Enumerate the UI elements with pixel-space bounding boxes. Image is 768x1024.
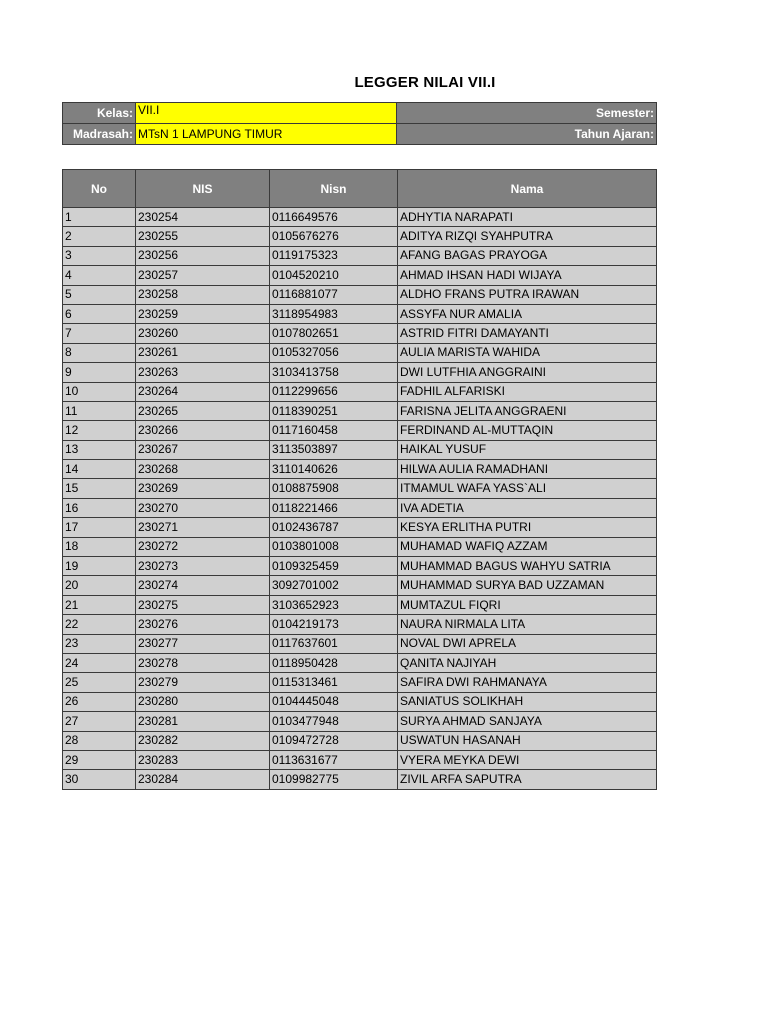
cell-nama[interactable]: HAIKAL YUSUF: [398, 440, 657, 459]
cell-nisn[interactable]: 0109982775: [270, 770, 398, 789]
cell-nisn[interactable]: 0103801008: [270, 537, 398, 556]
cell-nama[interactable]: NAURA NIRMALA LITA: [398, 615, 657, 634]
cell-nis[interactable]: 230268: [136, 460, 270, 479]
student-table: [62, 169, 657, 790]
cell-nis[interactable]: 230271: [136, 518, 270, 537]
cell-no[interactable]: 15: [63, 479, 136, 498]
cell-no[interactable]: 2: [63, 227, 136, 246]
cell-nama[interactable]: ADHYTIA NARAPATI: [398, 208, 657, 227]
semester-label: Semester:: [397, 103, 657, 124]
table-row: [63, 246, 657, 265]
madrasah-value[interactable]: MTsN 1 LAMPUNG TIMUR: [136, 124, 397, 145]
cell-nisn[interactable]: 3103413758: [270, 363, 398, 382]
cell-no[interactable]: 5: [63, 285, 136, 304]
table-row: [63, 266, 657, 285]
cell-no[interactable]: 24: [63, 653, 136, 672]
table-row: [63, 518, 657, 537]
cell-nama[interactable]: ALDHO FRANS PUTRA IRAWAN: [398, 285, 657, 304]
cell-nis[interactable]: 230256: [136, 246, 270, 265]
cell-no[interactable]: 21: [63, 595, 136, 614]
cell-nis[interactable]: 230283: [136, 750, 270, 769]
cell-nama[interactable]: FARISNA JELITA ANGGRAENI: [398, 401, 657, 420]
cell-no[interactable]: 25: [63, 673, 136, 692]
cell-nama[interactable]: DWI LUTFHIA ANGGRAINI: [398, 363, 657, 382]
table-row: [63, 750, 657, 769]
cell-nis[interactable]: 230265: [136, 401, 270, 420]
cell-nis[interactable]: 230272: [136, 537, 270, 556]
column-header-no: No: [63, 170, 136, 208]
table-row: [63, 673, 657, 692]
cell-no[interactable]: 9: [63, 363, 136, 382]
cell-nama[interactable]: VYERA MEYKA DEWI: [398, 750, 657, 769]
cell-no[interactable]: 19: [63, 557, 136, 576]
table-row: [63, 460, 657, 479]
cell-nisn[interactable]: 0102436787: [270, 518, 398, 537]
cell-nama[interactable]: ASSYFA NUR AMALIA: [398, 304, 657, 323]
cell-nis[interactable]: 230275: [136, 595, 270, 614]
kelas-label: Kelas:: [63, 103, 136, 124]
table-row: [63, 576, 657, 595]
cell-nama[interactable]: SANIATUS SOLIKHAH: [398, 692, 657, 711]
cell-nis[interactable]: 230267: [136, 440, 270, 459]
cell-nis[interactable]: 230259: [136, 304, 270, 323]
cell-nisn[interactable]: 0108875908: [270, 479, 398, 498]
cell-nis[interactable]: 230269: [136, 479, 270, 498]
cell-nisn[interactable]: 0103477948: [270, 712, 398, 731]
cell-no[interactable]: 29: [63, 750, 136, 769]
table-row: [63, 440, 657, 459]
cell-nis[interactable]: 230274: [136, 576, 270, 595]
cell-no[interactable]: 20: [63, 576, 136, 595]
cell-nisn[interactable]: 0118950428: [270, 653, 398, 672]
cell-nisn[interactable]: 0117637601: [270, 634, 398, 653]
table-row: [63, 731, 657, 750]
cell-no[interactable]: 17: [63, 518, 136, 537]
cell-nama[interactable]: FADHIL ALFARISKI: [398, 382, 657, 401]
cell-nisn[interactable]: 0104445048: [270, 692, 398, 711]
cell-no[interactable]: 10: [63, 382, 136, 401]
cell-nisn[interactable]: 0113631677: [270, 750, 398, 769]
cell-nama[interactable]: AULIA MARISTA WAHIDA: [398, 343, 657, 362]
cell-nisn[interactable]: 0116881077: [270, 285, 398, 304]
cell-no[interactable]: 1: [63, 208, 136, 227]
cell-nama[interactable]: MUHAMMAD BAGUS WAHYU SATRIA: [398, 557, 657, 576]
cell-nis[interactable]: 230281: [136, 712, 270, 731]
cell-nisn[interactable]: 0112299656: [270, 382, 398, 401]
cell-no[interactable]: 3: [63, 246, 136, 265]
cell-nisn[interactable]: 0104219173: [270, 615, 398, 634]
table-row: [63, 557, 657, 576]
cell-nisn[interactable]: 0118390251: [270, 401, 398, 420]
column-header-nama: Nama: [398, 170, 657, 208]
page-title: LEGGER NILAI VII.I: [354, 74, 496, 91]
cell-nama[interactable]: KESYA ERLITHA PUTRI: [398, 518, 657, 537]
cell-nis[interactable]: 230270: [136, 498, 270, 517]
cell-nama[interactable]: MUHAMAD WAFIQ AZZAM: [398, 537, 657, 556]
table-header-row: [63, 170, 657, 208]
cell-nis[interactable]: 230254: [136, 208, 270, 227]
cell-nis[interactable]: 230279: [136, 673, 270, 692]
cell-nisn[interactable]: 0109325459: [270, 557, 398, 576]
cell-nama[interactable]: USWATUN HASANAH: [398, 731, 657, 750]
cell-no[interactable]: 4: [63, 266, 136, 285]
cell-nisn[interactable]: 0117160458: [270, 421, 398, 440]
table-row: [63, 304, 657, 323]
cell-no[interactable]: 28: [63, 731, 136, 750]
cell-nis[interactable]: 230260: [136, 324, 270, 343]
table-row: [63, 401, 657, 420]
cell-nama[interactable]: ASTRID FITRI DAMAYANTI: [398, 324, 657, 343]
cell-nama[interactable]: HILWA AULIA RAMADHANI: [398, 460, 657, 479]
cell-no[interactable]: 6: [63, 304, 136, 323]
table-row: [63, 479, 657, 498]
cell-nama[interactable]: ZIVIL ARFA SAPUTRA: [398, 770, 657, 789]
cell-no[interactable]: 13: [63, 440, 136, 459]
cell-nis[interactable]: 230261: [136, 343, 270, 362]
cell-nama[interactable]: NOVAL DWI APRELA: [398, 634, 657, 653]
cell-no[interactable]: 30: [63, 770, 136, 789]
table-row: [63, 615, 657, 634]
cell-nisn[interactable]: 0115313461: [270, 673, 398, 692]
table-row: [63, 653, 657, 672]
cell-nisn[interactable]: 3092701002: [270, 576, 398, 595]
cell-nama[interactable]: MUHAMMAD SURYA BAD UZZAMAN: [398, 576, 657, 595]
table-row: [63, 712, 657, 731]
cell-no[interactable]: 26: [63, 692, 136, 711]
cell-nama[interactable]: AFANG BAGAS PRAYOGA: [398, 246, 657, 265]
cell-nisn[interactable]: 0109472728: [270, 731, 398, 750]
cell-nisn[interactable]: 0119175323: [270, 246, 398, 265]
cell-nis[interactable]: 230284: [136, 770, 270, 789]
table-row: [63, 324, 657, 343]
column-header-nis: NIS: [136, 170, 270, 208]
cell-nisn[interactable]: 0118221466: [270, 498, 398, 517]
cell-no[interactable]: 7: [63, 324, 136, 343]
cell-nama[interactable]: ITMAMUL WAFA YASS`ALI: [398, 479, 657, 498]
cell-nama[interactable]: QANITA NAJIYAH: [398, 653, 657, 672]
cell-no[interactable]: 12: [63, 421, 136, 440]
cell-no[interactable]: 23: [63, 634, 136, 653]
cell-nama[interactable]: MUMTAZUL FIQRI: [398, 595, 657, 614]
tahun-ajaran-label: Tahun Ajaran:: [397, 124, 657, 145]
cell-nama[interactable]: SURYA AHMAD SANJAYA: [398, 712, 657, 731]
cell-nis[interactable]: 230278: [136, 653, 270, 672]
table-row: [63, 634, 657, 653]
table-row: [63, 363, 657, 382]
madrasah-label: Madrasah:: [63, 124, 136, 145]
table-row: [63, 770, 657, 789]
table-row: [63, 421, 657, 440]
cell-nama[interactable]: ADITYA RIZQI SYAHPUTRA: [398, 227, 657, 246]
cell-no[interactable]: 27: [63, 712, 136, 731]
table-row: [63, 498, 657, 517]
cell-nisn[interactable]: 0116649576: [270, 208, 398, 227]
cell-nisn[interactable]: 3118954983: [270, 304, 398, 323]
table-row: [63, 343, 657, 362]
cell-nis[interactable]: 230276: [136, 615, 270, 634]
cell-nis[interactable]: 230255: [136, 227, 270, 246]
table-row: [63, 227, 657, 246]
cell-nisn[interactable]: 0104520210: [270, 266, 398, 285]
cell-nis[interactable]: 230266: [136, 421, 270, 440]
cell-nama[interactable]: FERDINAND AL-MUTTAQIN: [398, 421, 657, 440]
table-row: [63, 692, 657, 711]
cell-nama[interactable]: SAFIRA DWI RAHMANAYA: [398, 673, 657, 692]
cell-nis[interactable]: 230282: [136, 731, 270, 750]
table-row: [63, 537, 657, 556]
cell-nis[interactable]: 230273: [136, 557, 270, 576]
table-row: [63, 208, 657, 227]
table-row: [63, 595, 657, 614]
cell-nis[interactable]: 230257: [136, 266, 270, 285]
cell-nisn[interactable]: 3110140626: [270, 460, 398, 479]
cell-nis[interactable]: 230258: [136, 285, 270, 304]
cell-no[interactable]: 18: [63, 537, 136, 556]
table-row: [63, 285, 657, 304]
cell-nis[interactable]: 230264: [136, 382, 270, 401]
cell-no[interactable]: 22: [63, 615, 136, 634]
cell-nisn[interactable]: 0107802651: [270, 324, 398, 343]
cell-no[interactable]: 11: [63, 401, 136, 420]
info-table: [62, 102, 657, 145]
cell-nisn[interactable]: 3113503897: [270, 440, 398, 459]
cell-nis[interactable]: 230277: [136, 634, 270, 653]
column-header-nisn: Nisn: [270, 170, 398, 208]
kelas-value[interactable]: VII.I: [136, 103, 397, 124]
table-row: [63, 382, 657, 401]
cell-no[interactable]: 14: [63, 460, 136, 479]
cell-nisn[interactable]: 0105327056: [270, 343, 398, 362]
cell-no[interactable]: 16: [63, 498, 136, 517]
cell-nisn[interactable]: 3103652923: [270, 595, 398, 614]
cell-nisn[interactable]: 0105676276: [270, 227, 398, 246]
cell-nama[interactable]: AHMAD IHSAN HADI WIJAYA: [398, 266, 657, 285]
cell-nama[interactable]: IVA ADETIA: [398, 498, 657, 517]
cell-no[interactable]: 8: [63, 343, 136, 362]
cell-nis[interactable]: 230280: [136, 692, 270, 711]
cell-nis[interactable]: 230263: [136, 363, 270, 382]
